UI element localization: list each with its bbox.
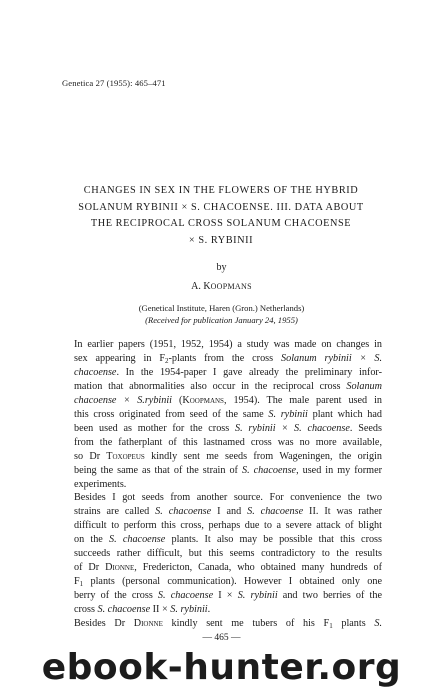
title-line: THE RECIPROCAL CROSS SOLANUM CHACOENSE — [90, 218, 352, 229]
paragraph: Besides Dr Dionne kindly sent me tubers of his $F_1$ plants S. — [74, 618, 382, 631]
author-name: A. KOOPMANS — [191, 281, 252, 292]
paragraph: In earlier papers (1951, 1952, 1954) a study was made on changes in sex appearing in $F_2$-plants from the cross Solanum rybinii × S. chacoense. In the 1954-paper I gave already the preliminary infor- mation that abnormalities also occur in the reciprocal cross Solanum chacoense × S.rybinii (Koopmans, 1954). The male parent used in this cross originated from seed of the same S. rybinii plant which had been used as mother for the cross S. rybinii × S. chacoense. Seeds from the fatherplant of this lastnamed cross was no more available, so Dr Toxopeus kindly sent me seeds from Wageningen, the origin being the same as that of the strain of S. chacoense, used in my former experiments. — [74, 339, 383, 490]
article-body — [62, 338, 382, 631]
received-date: (Received for publication January 24, 1955) — [145, 315, 298, 325]
journal-citation: Genetica 27 (1955): 465–471 — [62, 78, 166, 88]
byline-by: by — [216, 262, 227, 273]
institute-line: (Genetical Institute, Haren (Gron.) Netherlands) — [138, 303, 305, 313]
title-line: × S. RYBINII — [188, 234, 254, 246]
paragraph: Besides I got seeds from another source. For convenience the two strains are called S. chacoense I and S. chacoense II. It was rather difficult to perform this cross, perhaps due to a severe attack of blight on the S. chacoense plants. It also may be possible that this cross succeeds rather difficult, but this seems contradictory to the results of Dr Dionne, Fredericton, Canada, who obtained many hundreds of $F_1$ plants (personal communication). However I obtained only one berry of the cross S. chacoense I × S. rybinii and two berries of the cross S. chacoense II × S. rybinii. — [74, 492, 383, 616]
watermark: ebook-hunter.org — [41, 647, 402, 688]
page-number: — 465 — — [202, 633, 241, 643]
article-title — [56, 183, 386, 249]
affiliation — [0, 302, 443, 326]
title-line: SOLANUM RYBINII × S. CHACOENSE. III. DATA ABOUT — [78, 201, 364, 213]
title-line: CHANGES IN SEX IN THE FLOWERS OF THE HYBRID — [83, 185, 359, 196]
